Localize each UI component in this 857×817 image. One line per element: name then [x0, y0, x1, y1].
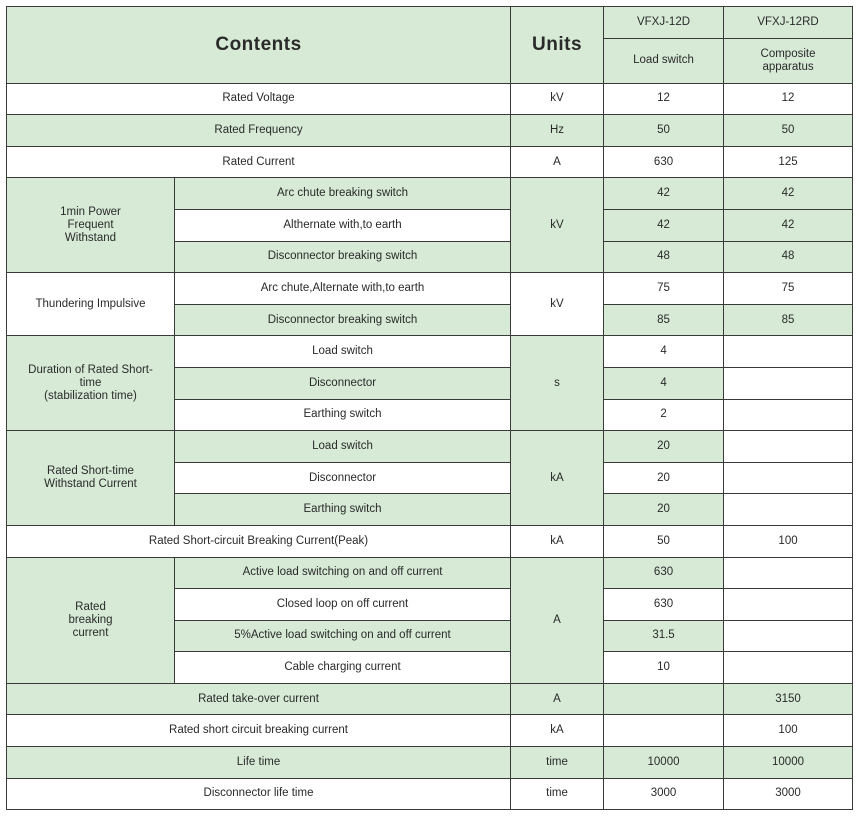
row-label: Rated short circuit breaking current — [7, 715, 511, 747]
row-label: Rated Current — [7, 146, 511, 178]
value-rd — [724, 494, 853, 526]
value-rd — [724, 620, 853, 652]
table-row — [7, 715, 853, 747]
value-rd — [724, 336, 853, 368]
value-rd — [724, 652, 853, 684]
row-label: Rated Frequency — [7, 115, 511, 147]
spec-table — [6, 6, 853, 810]
value-d: 630 — [604, 589, 724, 621]
row-label: Rated Voltage — [7, 83, 511, 115]
value-rd — [724, 589, 853, 621]
value-d: 630 — [604, 557, 724, 589]
table-row — [7, 431, 853, 463]
value-rd: 50 — [724, 115, 853, 147]
value-d: 10000 — [604, 747, 724, 779]
item-label: Althernate with,to earth — [175, 209, 511, 241]
value-d: 20 — [604, 494, 724, 526]
table-row — [7, 557, 853, 589]
table-row — [7, 115, 853, 147]
item-label: 5%Active load switching on and off current — [175, 620, 511, 652]
value-d: 42 — [604, 178, 724, 210]
row-unit: time — [511, 778, 604, 810]
value-d: 20 — [604, 462, 724, 494]
row-unit: A — [511, 683, 604, 715]
value-d: 42 — [604, 209, 724, 241]
value-d: 50 — [604, 525, 724, 557]
row-label: Disconnector life time — [7, 778, 511, 810]
type-d-header: Load switch — [604, 38, 724, 83]
group-label: Rated Short-time Withstand Current — [7, 431, 175, 526]
row-unit: time — [511, 747, 604, 779]
item-label: Disconnector breaking switch — [175, 304, 511, 336]
value-d — [604, 715, 724, 747]
row-unit: Hz — [511, 115, 604, 147]
row-label: Rated Short-circuit Breaking Current(Peak) — [7, 525, 511, 557]
item-label: Arc chute breaking switch — [175, 178, 511, 210]
value-rd: 100 — [724, 525, 853, 557]
value-rd: 48 — [724, 241, 853, 273]
item-label: Earthing switch — [175, 399, 511, 431]
group-label: Duration of Rated Short- time (stabilization time) — [7, 336, 175, 431]
value-d: 4 — [604, 367, 724, 399]
item-label: Active load switching on and off current — [175, 557, 511, 589]
type-rd-header: Composite apparatus — [724, 38, 853, 83]
value-rd — [724, 399, 853, 431]
value-d: 3000 — [604, 778, 724, 810]
table-row — [7, 747, 853, 779]
table-row — [7, 178, 853, 210]
value-rd — [724, 367, 853, 399]
item-label: Closed loop on off current — [175, 589, 511, 621]
value-d: 75 — [604, 273, 724, 305]
value-rd — [724, 462, 853, 494]
row-label: Rated take-over current — [7, 683, 511, 715]
item-label: Load switch — [175, 431, 511, 463]
contents-header: Contents — [7, 7, 511, 84]
value-rd — [724, 557, 853, 589]
value-d: 2 — [604, 399, 724, 431]
value-d: 48 — [604, 241, 724, 273]
table-row — [7, 336, 853, 368]
row-unit: kA — [511, 525, 604, 557]
value-rd: 125 — [724, 146, 853, 178]
value-d: 630 — [604, 146, 724, 178]
model-d-header: VFXJ-12D — [604, 7, 724, 39]
value-d: 4 — [604, 336, 724, 368]
units-header: Units — [511, 7, 604, 84]
item-label: Disconnector breaking switch — [175, 241, 511, 273]
table-row — [7, 525, 853, 557]
item-label: Cable charging current — [175, 652, 511, 684]
item-label: Load switch — [175, 336, 511, 368]
value-rd: 12 — [724, 83, 853, 115]
group-label: Rated breaking current — [7, 557, 175, 683]
value-rd: 75 — [724, 273, 853, 305]
item-label: Disconnector — [175, 367, 511, 399]
group-unit: s — [511, 336, 604, 431]
value-rd: 42 — [724, 178, 853, 210]
value-d — [604, 683, 724, 715]
table-row — [7, 146, 853, 178]
value-rd — [724, 431, 853, 463]
group-unit: kA — [511, 431, 604, 526]
value-d: 85 — [604, 304, 724, 336]
group-label: 1min Power Frequent Withstand — [7, 178, 175, 273]
value-d: 20 — [604, 431, 724, 463]
item-label: Earthing switch — [175, 494, 511, 526]
value-rd: 3150 — [724, 683, 853, 715]
table-row — [7, 778, 853, 810]
group-unit: kV — [511, 273, 604, 336]
table-row — [7, 683, 853, 715]
group-label: Thundering Impulsive — [7, 273, 175, 336]
group-unit: A — [511, 557, 604, 683]
value-d: 31.5 — [604, 620, 724, 652]
row-unit: A — [511, 146, 604, 178]
row-unit: kV — [511, 83, 604, 115]
value-d: 12 — [604, 83, 724, 115]
value-rd: 85 — [724, 304, 853, 336]
item-label: Disconnector — [175, 462, 511, 494]
value-rd: 100 — [724, 715, 853, 747]
item-label: Arc chute,Alternate with,to earth — [175, 273, 511, 305]
model-rd-header: VFXJ-12RD — [724, 7, 853, 39]
group-unit: kV — [511, 178, 604, 273]
row-label: Life time — [7, 747, 511, 779]
table-row — [7, 83, 853, 115]
value-d: 10 — [604, 652, 724, 684]
value-rd: 42 — [724, 209, 853, 241]
value-rd: 3000 — [724, 778, 853, 810]
row-unit: kA — [511, 715, 604, 747]
value-d: 50 — [604, 115, 724, 147]
table-row — [7, 273, 853, 305]
value-rd: 10000 — [724, 747, 853, 779]
